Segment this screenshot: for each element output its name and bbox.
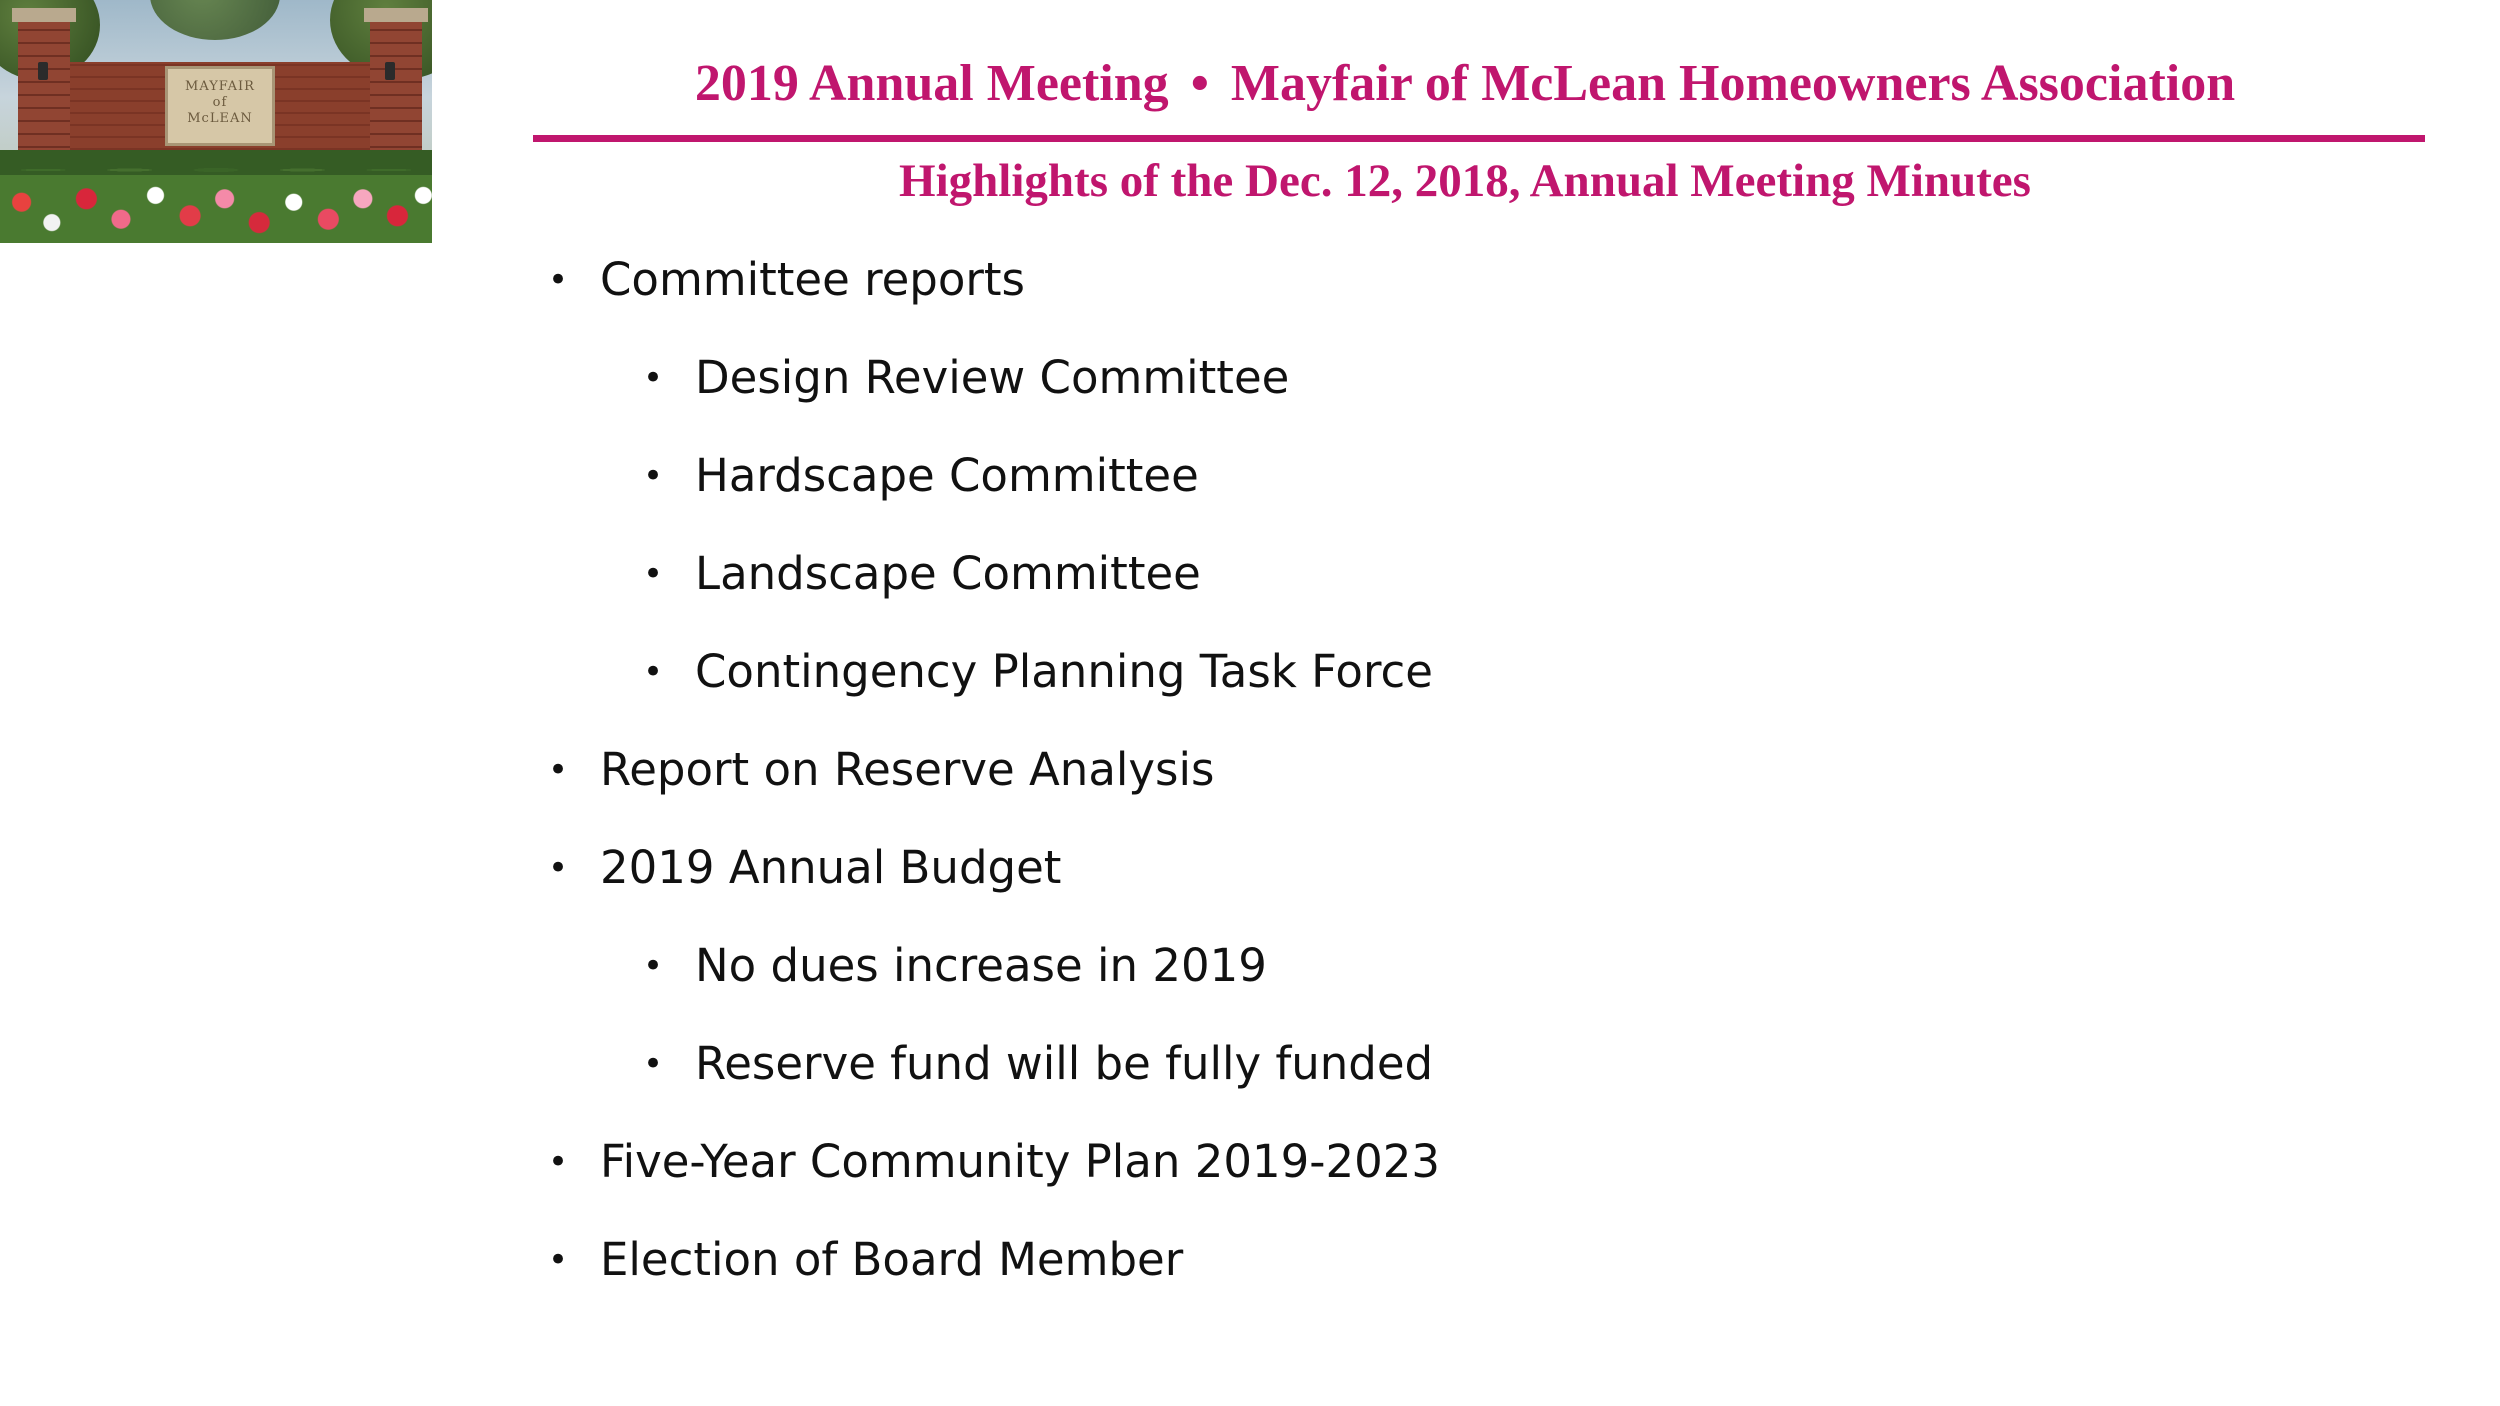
bullet-text: Reserve fund will be fully funded [695,1037,1434,1090]
header-divider [533,135,2425,142]
bullet-text: Contingency Planning Task Force [695,645,1433,698]
bullet-item [643,348,1290,408]
slide-title [530,52,2400,116]
bullet-item [643,642,1433,702]
bullet-text: Landscape Committee [695,547,1201,600]
bullet-item [643,1034,1434,1094]
bullet-item [643,446,1199,506]
bullet-dot: • [548,1240,569,1280]
entrance-sign-photo [0,0,432,243]
bullet-text: 2019 Annual Budget [600,841,1062,894]
bullet-item [548,838,1062,898]
bullet-item [548,250,1025,310]
bullet-dot: • [643,456,664,496]
bullet-dot: • [548,750,569,790]
bullet-item [643,936,1267,996]
lamp-left [38,62,48,80]
bullet-text: Report on Reserve Analysis [600,743,1215,796]
bullet-dot: • [643,652,664,692]
sign-line-1: MAYFAIR [185,79,255,94]
bullet-text: Five-Year Community Plan 2019-2023 [600,1135,1440,1188]
bullet-text: No dues increase in 2019 [695,939,1267,992]
slide-subtitle: Highlights of the Dec. 12, 2018, Annual Meeting Minutes [899,155,2031,207]
sign-plaque [165,66,275,146]
tree-middle [150,0,280,40]
title-separator: • [1190,55,1209,112]
bullet-text: Election of Board Member [600,1233,1184,1286]
bullet-text: Committee reports [600,253,1025,306]
sign-line-2: of [212,95,228,110]
bullet-dot: • [643,554,664,594]
bullet-dot: • [548,260,569,300]
bullet-item [548,1230,1184,1290]
flower-bed [0,175,432,243]
bullet-dot: • [548,1142,569,1182]
bullet-text: Design Review Committee [695,351,1290,404]
bullet-item [548,1132,1440,1192]
title-left: 2019 Annual Meeting [694,55,1169,112]
bullet-dot: • [643,358,664,398]
title-right: Mayfair of McLean Homeowners Association [1230,55,2236,112]
bullet-text: Hardscape Committee [695,449,1199,502]
sign-line-3: McLEAN [187,111,253,126]
lamp-right [385,62,395,80]
bullet-item [643,544,1201,604]
bullet-dot: • [643,1044,664,1084]
bullet-item [548,740,1215,800]
bullet-dot: • [548,848,569,888]
bullet-dot: • [643,946,664,986]
